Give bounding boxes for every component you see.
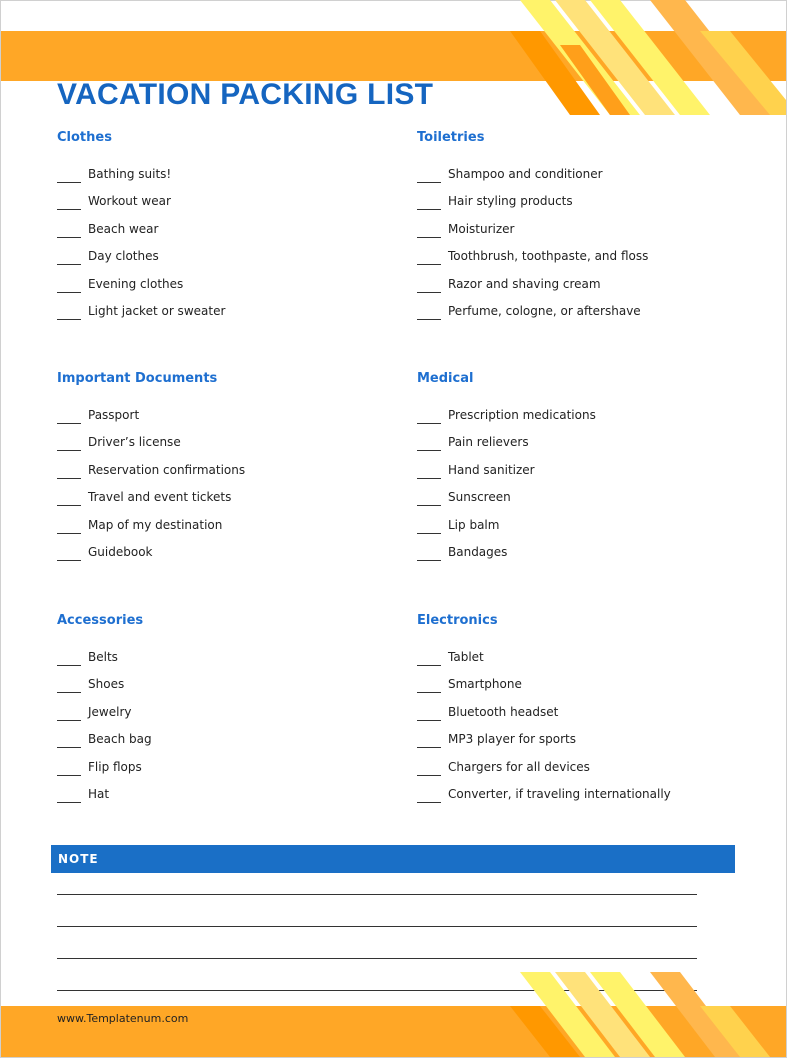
note-header: NOTE [51, 845, 735, 873]
item-label: Flip flops [88, 759, 142, 774]
list-item [57, 248, 387, 275]
checkbox-blank[interactable] [57, 209, 81, 210]
list-item [417, 731, 747, 758]
page-title: VACATION PACKING LIST [57, 78, 434, 111]
checkbox-blank[interactable] [57, 802, 81, 803]
item-label: Bluetooth headset [448, 704, 559, 719]
item-label: Converter, if traveling internationally [448, 786, 671, 801]
checkbox-blank[interactable] [57, 319, 81, 320]
checkbox-blank[interactable] [57, 533, 81, 534]
item-label: Beach wear [88, 221, 159, 236]
checkbox-blank[interactable] [57, 450, 81, 451]
checkbox-blank[interactable] [417, 264, 441, 265]
list-item [417, 248, 747, 275]
checkbox-blank[interactable] [57, 692, 81, 693]
section-toiletries [417, 128, 747, 330]
list-item [417, 786, 747, 813]
top-orange-bar [1, 31, 786, 81]
list-item [417, 221, 747, 248]
section-title: Electronics [417, 613, 498, 628]
checkbox-blank[interactable] [417, 450, 441, 451]
list-item [57, 434, 387, 461]
item-label: Bandages [448, 544, 508, 559]
checkbox-blank[interactable] [417, 237, 441, 238]
checkbox-blank[interactable] [57, 505, 81, 506]
item-label: Guidebook [88, 544, 153, 559]
list-item [57, 786, 387, 813]
item-label: MP3 player for sports [448, 732, 576, 747]
item-label: Reservation confirmations [88, 462, 246, 477]
checkbox-blank[interactable] [417, 775, 441, 776]
checkbox-blank[interactable] [57, 560, 81, 561]
section-title: Medical [417, 371, 474, 386]
list-item [57, 544, 387, 571]
list-item [417, 759, 747, 786]
item-label: Lip balm [448, 517, 500, 532]
checkbox-blank[interactable] [417, 182, 441, 183]
list-item [57, 704, 387, 731]
checkbox-blank[interactable] [417, 478, 441, 479]
item-label: Evening clothes [88, 276, 184, 291]
checkbox-blank[interactable] [57, 665, 81, 666]
checkbox-blank[interactable] [57, 237, 81, 238]
list-item [417, 193, 747, 220]
list-item [57, 676, 387, 703]
section-important-documents [57, 369, 387, 571]
item-label: Razor and shaving cream [448, 276, 601, 291]
list-item [417, 434, 747, 461]
section-title: Toiletries [417, 130, 485, 145]
item-label: Toothbrush, toothpaste, and floss [448, 249, 649, 264]
item-label: Shoes [88, 677, 125, 692]
list-item [57, 276, 387, 303]
list-item [417, 544, 747, 571]
note-line[interactable] [57, 926, 697, 927]
checkbox-blank[interactable] [57, 264, 81, 265]
item-label: Jewelry [88, 704, 132, 719]
footer-website: www.Templatenum.com [57, 1012, 189, 1025]
item-label: Bathing suits! [88, 167, 172, 181]
checkbox-blank[interactable] [417, 720, 441, 721]
item-label: Workout wear [88, 194, 171, 209]
list-item [57, 193, 387, 220]
item-label: Hair styling products [448, 194, 573, 209]
list-item [417, 166, 747, 193]
item-label: Prescription medications [448, 408, 596, 422]
item-label: Beach bag [88, 732, 152, 747]
item-label: Smartphone [448, 677, 522, 692]
checkbox-blank[interactable] [57, 775, 81, 776]
list-item [417, 517, 747, 544]
item-label: Tablet [448, 650, 484, 664]
item-label: Sunscreen [448, 490, 511, 505]
item-label: Hat [88, 786, 110, 801]
checkbox-blank[interactable] [57, 292, 81, 293]
section-electronics [417, 611, 747, 813]
item-label: Moisturizer [448, 221, 515, 236]
checkbox-blank[interactable] [57, 747, 81, 748]
checkbox-blank[interactable] [57, 182, 81, 183]
item-label: Driver’s license [88, 435, 181, 450]
checkbox-blank[interactable] [417, 209, 441, 210]
checkbox-blank[interactable] [417, 560, 441, 561]
checkbox-blank[interactable] [417, 292, 441, 293]
checkbox-blank[interactable] [417, 505, 441, 506]
item-label: Passport [88, 408, 140, 422]
item-label: Day clothes [88, 249, 159, 264]
item-label: Map of my destination [88, 517, 223, 532]
item-label: Hand sanitizer [448, 462, 535, 477]
list-item [57, 731, 387, 758]
list-item [417, 676, 747, 703]
list-item [57, 407, 387, 434]
item-label: Belts [88, 650, 118, 664]
checkbox-blank[interactable] [417, 802, 441, 803]
item-label: Pain relievers [448, 435, 529, 450]
list-item [57, 166, 387, 193]
checkbox-blank[interactable] [57, 720, 81, 721]
list-item [417, 489, 747, 516]
checkbox-blank[interactable] [57, 478, 81, 479]
checkbox-blank[interactable] [417, 747, 441, 748]
checkbox-blank[interactable] [417, 692, 441, 693]
checkbox-blank[interactable] [417, 319, 441, 320]
section-clothes [57, 128, 387, 330]
note-line[interactable] [57, 958, 697, 959]
checkbox-blank[interactable] [57, 423, 81, 424]
list-item [57, 517, 387, 544]
note-line[interactable] [57, 990, 697, 991]
list-item [57, 489, 387, 516]
section-accessories [57, 611, 387, 813]
list-item [417, 407, 747, 434]
section-title: Accessories [57, 613, 144, 628]
list-item [417, 649, 747, 676]
item-label: Light jacket or sweater [88, 303, 226, 318]
list-item [57, 649, 387, 676]
section-title: Clothes [57, 130, 112, 145]
list-item [57, 462, 387, 489]
checkbox-blank[interactable] [417, 533, 441, 534]
item-label: Perfume, cologne, or aftershave [448, 303, 641, 318]
list-item [57, 303, 387, 330]
list-item [417, 303, 747, 330]
note-line[interactable] [57, 894, 697, 895]
list-item [417, 276, 747, 303]
list-item [57, 221, 387, 248]
list-item [417, 704, 747, 731]
section-medical [417, 369, 747, 571]
item-label: Shampoo and conditioner [448, 167, 603, 181]
checkbox-blank[interactable] [417, 423, 441, 424]
list-item [417, 462, 747, 489]
item-label: Travel and event tickets [88, 490, 232, 505]
section-title: Important Documents [57, 371, 218, 386]
checkbox-blank[interactable] [417, 665, 441, 666]
list-item [57, 759, 387, 786]
item-label: Chargers for all devices [448, 759, 590, 774]
